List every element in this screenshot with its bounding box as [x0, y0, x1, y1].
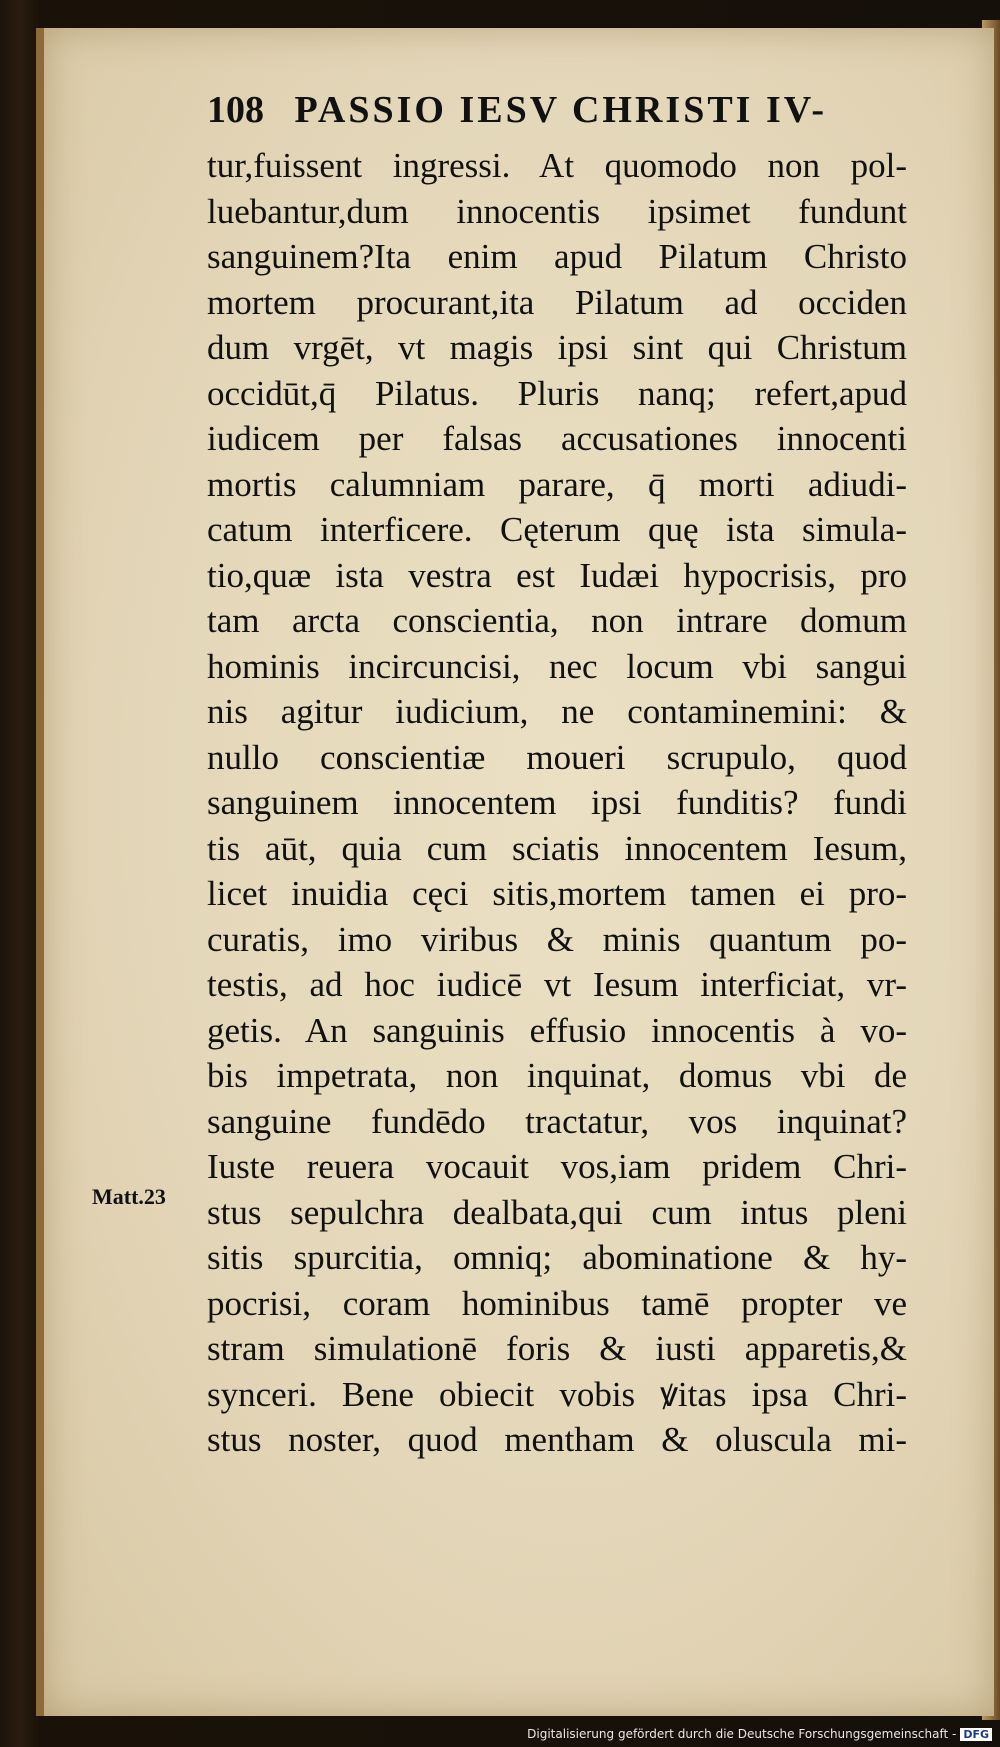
text-line: licet inuidia cęci sitis,mortem tamen ei pro- [207, 874, 907, 913]
text-line: sanguine fundēdo tractatur, vos inquinat? [207, 1101, 907, 1141]
dfg-logo: DFG [960, 1728, 992, 1741]
running-title: PASSIO IESV CHRISTI IV- [294, 89, 828, 131]
text-line: sanguinem innocentem ipsi funditis? fundi [207, 783, 907, 822]
text-line: mortis calumniam parare, q̄ morti adiudi- [207, 464, 907, 504]
text-line: stram simulationē foris & iusti apparetis,& [207, 1329, 907, 1368]
credit-text: Digitalisierung gefördert durch die Deutsche Forschungsgemeinschaft - [527, 1727, 957, 1741]
text-line: nis agitur iudicium, ne contaminemini: & [207, 692, 907, 731]
text-line: iudicem per falsas accusationes innocenti [207, 419, 907, 458]
text-line: stus noster, quod mentham & oluscula mi- [207, 1420, 907, 1459]
digitization-credit [527, 1727, 992, 1741]
text-line: luebantur,dum innocentis ipsimet fundunt [207, 191, 907, 231]
margin-note: Matt.23 [92, 1184, 166, 1209]
text-line: pocrisi, coram hominibus tamē propter ve [207, 1283, 907, 1323]
text-line: stus sepulchra dealbata,qui cum intus pleni [207, 1192, 907, 1232]
text-line: sanguinem?Ita enim apud Pilatum Christo [207, 237, 907, 276]
body-text [207, 143, 907, 1463]
running-header [207, 88, 887, 132]
text-line: getis. An sanguinis effusio innocentis à vo- [207, 1010, 907, 1050]
text-line: dum vrgēt, vt magis ipsi sint qui Christum [207, 328, 907, 367]
text-line: catum interficere. Cęterum quę ista simula- [207, 510, 907, 549]
text-line: mortem procurant,ita Pilatum ad occiden [207, 282, 907, 322]
text-line: bis impetrata, non inquinat, domus vbi de [207, 1056, 907, 1095]
text-line: tur,fuissent ingressi. At quomodo non pol- [207, 146, 907, 185]
text-line: sitis spurcitia, omniq; abominatione & hy- [207, 1238, 907, 1277]
text-line: nullo conscientiæ moueri scrupulo, quod [207, 737, 907, 777]
text-line: occidūt,q̄ Pilatus. Pluris nanq; refert,apud [207, 373, 907, 413]
text-line: Iuste reuera vocauit vos,iam pridem Chri- [207, 1147, 907, 1186]
text-line: curatis, imo viribus & minis quantum po- [207, 919, 907, 959]
text-line: tio,quæ ista vestra est Iudæi hypocrisis, pro [207, 555, 907, 595]
page-number: 108 [207, 89, 264, 131]
text-line: tis aūt, quia cum sciatis innocentem Iesum, [207, 828, 907, 868]
text-line: synceri. Bene obiecit vobis ꝟitas ipsa Chri- [207, 1374, 907, 1414]
text-line: tam arcta conscientia, non intrare domum [207, 601, 907, 640]
text-line: testis, ad hoc iudicē vt Iesum interficiat, vr- [207, 965, 907, 1004]
text-line: hominis incircuncisi, nec locum vbi sangui [207, 646, 907, 686]
